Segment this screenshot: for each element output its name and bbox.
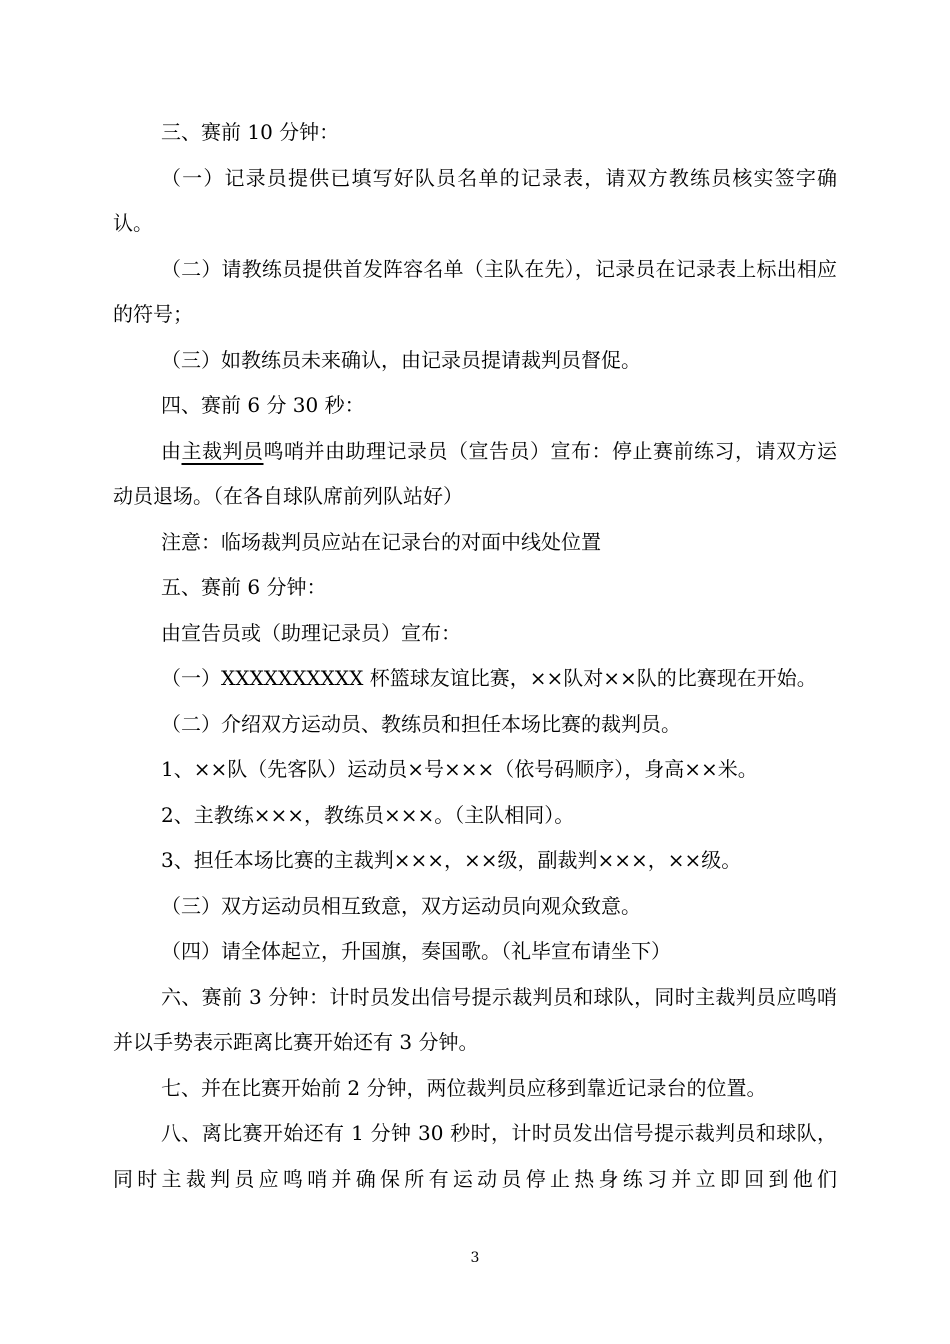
paragraph-referee-whistle: [113, 429, 837, 520]
underlined-text-chief-referee: 主裁判员: [181, 438, 264, 463]
paragraph-announce-3: （三）双方运动员相互致意，双方运动员向观众致意。: [161, 893, 641, 918]
paragraph-section-6: 六、赛前 3 分钟：计时员发出信号提示裁判员和球队，同时主裁判员应鸣哨并以手势表示距离比赛开始还有 3 分钟。: [113, 984, 837, 1054]
paragraph-item-2: （二）请教练员提供首发阵容名单（主队在先），记录员在记录表上标出相应的符号；: [113, 256, 837, 326]
paragraph-section-7: 七、并在比赛开始前 2 分钟，两位裁判员应移到靠近记录台的位置。: [161, 1075, 767, 1100]
paragraph-announce-1: （一）XXXXXXXXXX 杯篮球友谊比赛，××队对××队的比赛现在开始。: [161, 666, 817, 690]
paragraph-list-2: 2、主教练×××，教练员×××。（主队相同）。: [161, 802, 575, 827]
paragraph-item-3: （三）如教练员未来确认，由记录员提请裁判员督促。: [161, 347, 641, 372]
document-page: [113, 110, 837, 1202]
text-suffix: 鸣哨并由助理记录员（宣告员）宣布：停止赛前练习，请双方运动员退场。（在各自球队席前列队站好）: [113, 438, 837, 508]
paragraph-section-5: 五、赛前 6 分钟：: [161, 575, 327, 599]
page-number: 3: [470, 1250, 480, 1266]
text-prefix: 由: [161, 438, 182, 463]
paragraph-item-1: （一）记录员提供已填写好队员名单的记录表，请双方教练员核实签字确认。: [113, 165, 837, 235]
paragraph-section-8: 八、离比赛开始还有 1 分钟 30 秒时，计时员发出信号提示裁判员和球队，同时主裁判员应鸣哨并确保所有运动员停止热身练习并立即回到他们: [113, 1121, 837, 1191]
paragraph-announcer: 由宣告员或（助理记录员）宣布：: [161, 620, 461, 645]
paragraph-section-3: 三、赛前 10 分钟：: [161, 120, 340, 144]
paragraph-note: 注意：临场裁判员应站在记录台的对面中线处位置: [161, 529, 601, 554]
paragraph-section-4: 四、赛前 6 分 30 秒：: [161, 393, 365, 417]
paragraph-list-3: 3、担任本场比赛的主裁判×××，××级，副裁判×××，××级。: [161, 848, 742, 872]
paragraph-announce-2: （二）介绍双方运动员、教练员和担任本场比赛的裁判员。: [161, 711, 681, 736]
paragraph-list-1: 1、××队（先客队）运动员×号×××（依号码顺序），身高××米。: [161, 757, 758, 781]
paragraph-announce-4: （四）请全体起立，升国旗，奏国歌。（礼毕宣布请坐下）: [161, 939, 671, 963]
